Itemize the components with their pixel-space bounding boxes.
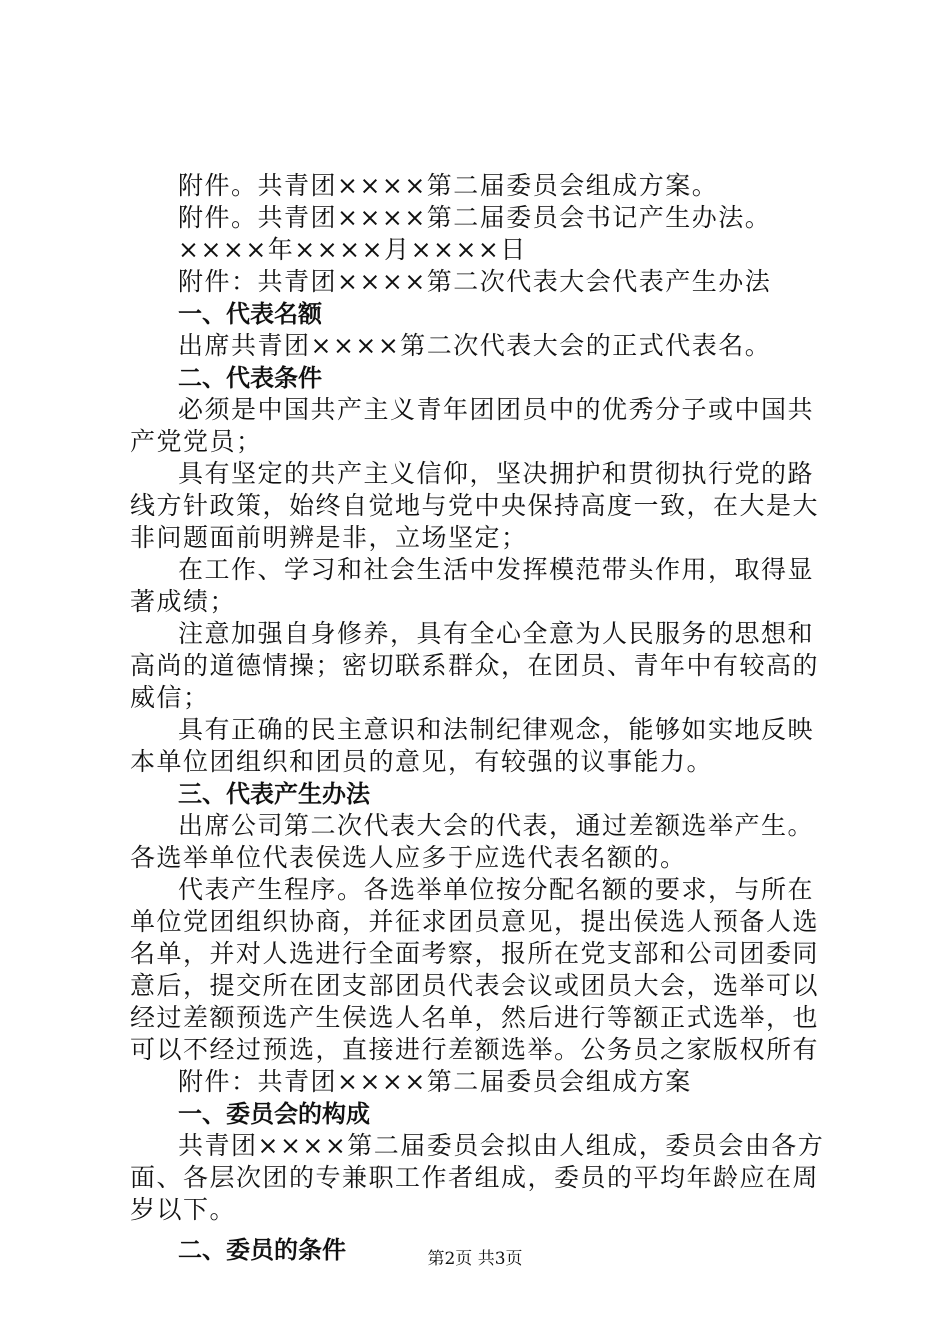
attachment-line-3: 附件：共青团××××第二次代表大会代表产生办法 [178, 267, 772, 296]
date-line: ××××年××××月××××日 [178, 235, 527, 264]
paragraph-committee: 共青团××××第二届委员会拟由人组成，委员会由各方面、各层次团的专兼职工作者组成，委员的平均年龄应在周岁以下。 [130, 1131, 825, 1224]
paragraph-condition-3: 在工作、学习和社会生活中发挥模范带头作用，取得显著成绩； [130, 555, 815, 616]
paragraph-method-1: 出席公司第二次代表大会的代表，通过差额选举产生。各选举单位代表侯选人应多于应选代表名额的。 [130, 811, 815, 872]
paragraph-quota: 出席共青团××××第二次代表大会的正式代表名。 [178, 331, 772, 360]
paragraph-condition-1: 必须是中国共产主义青年团团员中的优秀分子或中国共产党党员； [130, 395, 815, 456]
attachment-line-4: 附件：共青团××××第二届委员会组成方案 [178, 1067, 692, 1096]
section-heading-method: 三、代表产生办法 [178, 780, 370, 808]
document-body [130, 170, 838, 1266]
attachment-line-2: 附件。共青团××××第二届委员会书记产生办法。 [178, 203, 772, 232]
section-heading-conditions: 二、代表条件 [178, 364, 322, 392]
paragraph-condition-5: 具有正确的民主意识和法制纪律观念，能够如实地反映本单位团组织和团员的意见，有较强的议事能力。 [130, 715, 815, 776]
paragraph-method-2: 代表产生程序。各选举单位按分配名额的要求，与所在单位党团组织协商，并征求团员意见，提出侯选人预备人选名单，并对人选进行全面考察，报所在党支部和公司团委同意后，提交所在团支部团员代表会议或团员大会，选举可以经过差额预选产生侯选人名单，然后进行等额正式选举，也可以不经过预选，直接进行差额选举。公务员之家版权所有 [130, 875, 820, 1064]
page-footer: 第2页 共3页 [427, 1249, 523, 1269]
section-heading-committee: 一、委员会的构成 [178, 1100, 370, 1128]
paragraph-condition-2: 具有坚定的共产主义信仰，坚决拥护和贯彻执行党的路线方针政策，始终自觉地与党中央保持高度一致，在大是大非问题面前明辨是非，立场坚定； [130, 459, 820, 552]
attachment-line-1: 附件。共青团××××第二届委员会组成方案。 [178, 171, 719, 200]
paragraph-condition-4: 注意加强自身修养，具有全心全意为人民服务的思想和高尚的道德情操；密切联系群众，在团员、青年中有较高的威信； [130, 619, 820, 712]
section-heading-member-conditions: 二、委员的条件 [178, 1236, 346, 1264]
section-heading-quota: 一、代表名额 [178, 300, 322, 328]
